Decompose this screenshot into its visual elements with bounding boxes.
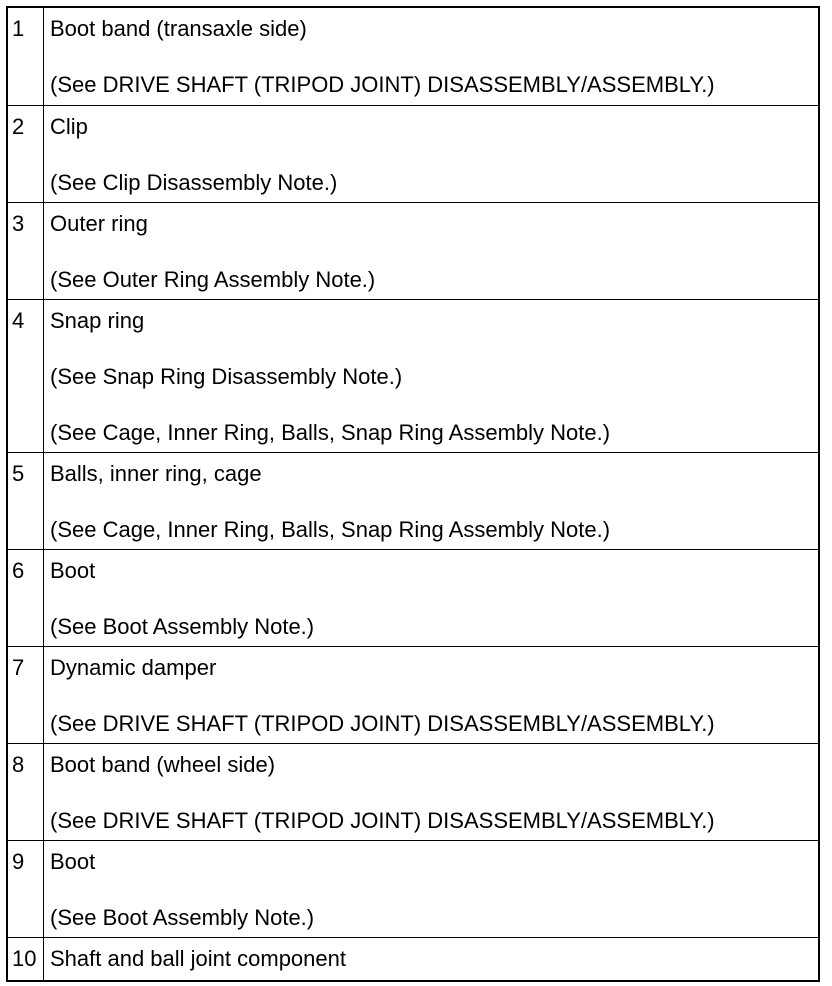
row-content <box>44 647 818 743</box>
row-number: 10 <box>8 938 44 980</box>
part-name: Boot band (wheel side) <box>50 752 276 777</box>
row-content <box>44 744 818 840</box>
part-name: Boot <box>50 849 96 874</box>
row-content <box>44 938 818 980</box>
reference-note: (See Outer Ring Assembly Note.) <box>50 267 376 292</box>
table-row <box>8 840 818 937</box>
parts-table <box>6 6 820 982</box>
reference-note: (See DRIVE SHAFT (TRIPOD JOINT) DISASSEMBLY/ASSEMBLY.) <box>50 808 715 833</box>
table-row <box>8 646 818 743</box>
row-content <box>44 550 818 646</box>
table-row <box>8 8 818 105</box>
part-name: Dynamic damper <box>50 655 217 680</box>
part-name: Clip <box>50 114 88 139</box>
reference-note: (See Cage, Inner Ring, Balls, Snap Ring Assembly Note.) <box>50 517 611 542</box>
row-number: 8 <box>8 744 44 840</box>
table-row <box>8 202 818 299</box>
part-name: Boot <box>50 558 96 583</box>
reference-note: (See DRIVE SHAFT (TRIPOD JOINT) DISASSEMBLY/ASSEMBLY.) <box>50 711 715 736</box>
part-name: Boot band (transaxle side) <box>50 16 307 41</box>
row-content <box>44 453 818 549</box>
table-row <box>8 549 818 646</box>
row-content <box>44 203 818 299</box>
reference-note: (See DRIVE SHAFT (TRIPOD JOINT) DISASSEMBLY/ASSEMBLY.) <box>50 72 715 97</box>
row-number: 2 <box>8 106 44 202</box>
table-row <box>8 299 818 452</box>
part-name: Snap ring <box>50 308 145 333</box>
row-content <box>44 841 818 937</box>
row-content <box>44 106 818 202</box>
row-number: 3 <box>8 203 44 299</box>
reference-note: (See Snap Ring Disassembly Note.) <box>50 364 403 389</box>
table-row <box>8 743 818 840</box>
row-number: 9 <box>8 841 44 937</box>
row-number: 5 <box>8 453 44 549</box>
reference-note: (See Cage, Inner Ring, Balls, Snap Ring Assembly Note.) <box>50 420 611 445</box>
reference-note: (See Boot Assembly Note.) <box>50 905 315 930</box>
row-number: 7 <box>8 647 44 743</box>
table-row <box>8 105 818 202</box>
table-row <box>8 452 818 549</box>
row-content <box>44 8 818 105</box>
reference-note: (See Boot Assembly Note.) <box>50 614 315 639</box>
part-name: Shaft and ball joint component <box>50 946 346 971</box>
row-content <box>44 300 818 452</box>
row-number: 6 <box>8 550 44 646</box>
reference-note: (See Clip Disassembly Note.) <box>50 170 338 195</box>
part-name: Balls, inner ring, cage <box>50 461 262 486</box>
row-number: 4 <box>8 300 44 452</box>
table-row <box>8 937 818 980</box>
row-number: 1 <box>8 8 44 105</box>
part-name: Outer ring <box>50 211 148 236</box>
